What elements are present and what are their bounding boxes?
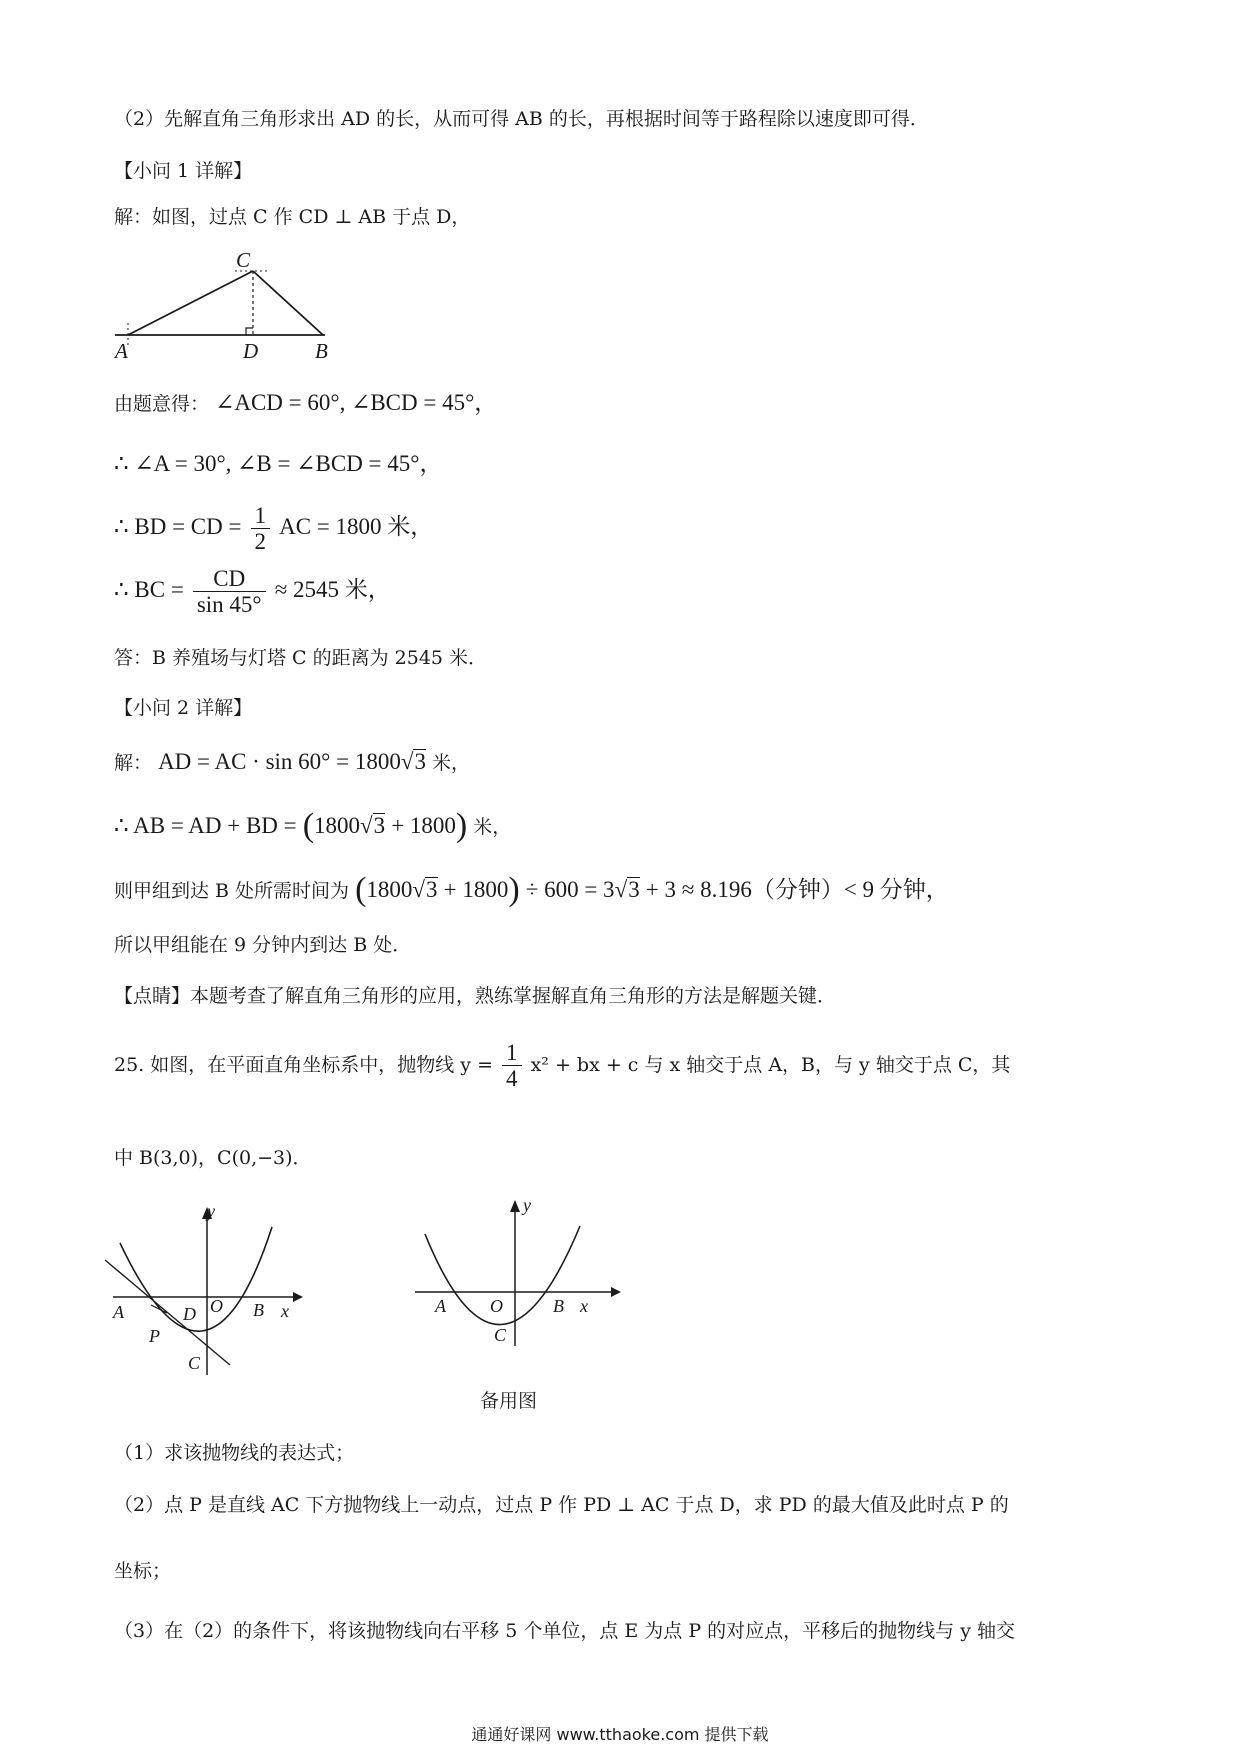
- label-p: P: [149, 1326, 160, 1346]
- ab-lhs: ∴ AB = AD + BD =: [114, 813, 297, 838]
- given-label: 由题意得：: [114, 393, 210, 415]
- time-term-2: + 1800: [443, 877, 509, 902]
- problem-25-intro: 25. 如图，在平面直角坐标系中，抛物线 y =: [114, 1053, 493, 1076]
- line-answer-1: 答：B 养殖场与灯塔 C 的距离为 2545 米．: [114, 647, 488, 669]
- line-ab: ∴ AB = AD + BD = (1800√3 + 1800) 米，: [114, 807, 512, 844]
- fraction-quarter-numerator: 1: [502, 1040, 522, 1066]
- label-y: y: [207, 1205, 215, 1221]
- ab-term-1: 1800: [314, 813, 361, 838]
- bc-rhs: ≈ 2545 米，: [274, 576, 391, 602]
- fraction-half: [251, 503, 271, 555]
- label-d: D: [243, 339, 259, 363]
- problem-25-line-2: 中 B(3,0)，C(0,−3)．: [114, 1147, 312, 1169]
- x-axis-arrow-icon: [611, 1287, 621, 1297]
- y-axis-arrow-icon: [510, 1200, 520, 1212]
- fraction-quarter: [502, 1040, 522, 1092]
- fraction-half-numerator: 1: [251, 503, 271, 529]
- label-b: B: [253, 1300, 264, 1320]
- line-bd-cd: [114, 503, 433, 555]
- label-x: x: [281, 1301, 289, 1321]
- line-angles-derived: ∴ ∠A = 30°, ∠B = ∠BCD = 45°，: [114, 451, 443, 476]
- bd-cd-lhs: ∴ BD = CD =: [114, 513, 242, 539]
- label-c: C: [188, 1353, 201, 1373]
- sqrt-3: 3: [628, 877, 640, 902]
- question-3: （3）在（2）的条件下，将该抛物线向右平移 5 个单位，点 E 为点 P 的对应点，平移后的抛物线与 y 轴交: [114, 1620, 1015, 1642]
- time-term-1: 1800: [366, 877, 413, 902]
- ad-expression: AD = AC · sin 60° = 1800: [158, 749, 401, 774]
- given-angles: ∠ACD = 60°, ∠BCD = 45°，: [215, 390, 498, 415]
- line-ad: 解： AD = AC · sin 60° = 1800√3 米，: [114, 749, 471, 774]
- unit-meter: 米，: [432, 752, 471, 774]
- parabola-curve: [120, 1227, 272, 1331]
- label-c: C: [494, 1325, 507, 1345]
- line-solution-hint-2: （2）先解直角三角形求出 AD 的长，从而可得 AB 的长，再根据时间等于路程除以速度即可得．: [114, 108, 929, 130]
- question-1: （1）求该抛物线的表达式；: [114, 1442, 355, 1464]
- fraction-half-denominator: 2: [254, 529, 267, 555]
- label-b: B: [315, 339, 328, 363]
- right-angle-mark: [246, 328, 253, 335]
- label-a: A: [115, 339, 128, 363]
- footer-source: 通通好课网 www.tthaoke.com 提供下载: [471, 1725, 769, 1744]
- unit-meter: 米，: [473, 816, 512, 838]
- label-c: C: [236, 248, 251, 272]
- subquestion-1-heading: 【小问 1 详解】: [114, 160, 253, 182]
- problem-25-equation-rest: x² + bx + c 与 x 轴交于点 A，B，与 y 轴交于点 C，其: [530, 1053, 1011, 1076]
- time-result: + 3 ≈ 8.196（分钟）< 9 分钟，: [645, 877, 949, 902]
- fraction-cd-sin45: [193, 566, 266, 618]
- label-x: x: [580, 1296, 588, 1316]
- solution-label: 解：: [114, 752, 153, 774]
- label-a: A: [435, 1296, 446, 1316]
- line-conclusion: 所以甲组能在 9 分钟内到达 B 处．: [114, 934, 412, 956]
- time-label: 则甲组到达 B 处所需时间为: [114, 880, 350, 902]
- label-y: y: [523, 1196, 531, 1215]
- line-bc: [114, 566, 391, 618]
- label-a: A: [113, 1302, 124, 1322]
- bc-lhs: ∴ BC =: [114, 576, 184, 602]
- line-construction: 解：如图，过点 C 作 CD ⊥ AB 于点 D，: [114, 206, 471, 228]
- segment-bc: [253, 271, 323, 335]
- sqrt-3: 3: [414, 749, 426, 774]
- line-given-angles: [114, 389, 497, 417]
- label-b: B: [553, 1296, 564, 1316]
- segment-ac: [128, 271, 253, 335]
- problem-25-line-1: [114, 1040, 1010, 1092]
- line-comment: 【点睛】本题考查了解直角三角形的应用，熟练掌握解直角三角形的方法是解题关键．: [114, 985, 837, 1007]
- label-o: O: [210, 1296, 223, 1316]
- time-division: ÷ 600 = 3: [525, 877, 615, 902]
- sqrt-3: 3: [426, 877, 438, 902]
- label-d: D: [183, 1304, 196, 1324]
- parabola-figure-main: [105, 1205, 305, 1380]
- parabola-figure-backup: [415, 1196, 625, 1346]
- question-2-line-1: （2）点 P 是直线 AC 下方抛物线上一动点，过点 P 作 PD ⊥ AC 于点 D，求 PD 的最大值及此时点 P 的: [114, 1494, 1009, 1516]
- fraction-quarter-denominator: 4: [506, 1066, 518, 1092]
- bd-cd-rhs: AC = 1800 米，: [279, 513, 434, 539]
- question-2-line-2: 坐标；: [114, 1560, 172, 1582]
- ab-term-2: + 1800: [391, 813, 456, 838]
- fraction-sin45-denominator: sin 45°: [196, 592, 262, 618]
- backup-figure-caption: 备用图: [480, 1390, 538, 1412]
- line-time: 则甲组到达 B 处所需时间为 (1800√3 + 1800) ÷ 600 = 3√3 + 3 ≈ 8.196（分钟）< 9 分钟，: [114, 871, 949, 908]
- fraction-cd-numerator: CD: [193, 566, 266, 592]
- label-o: O: [490, 1296, 503, 1316]
- sqrt-3: 3: [373, 813, 386, 838]
- subquestion-2-heading: 【小问 2 详解】: [114, 697, 253, 719]
- x-axis-arrow-icon: [293, 1292, 303, 1302]
- triangle-figure: [105, 245, 345, 370]
